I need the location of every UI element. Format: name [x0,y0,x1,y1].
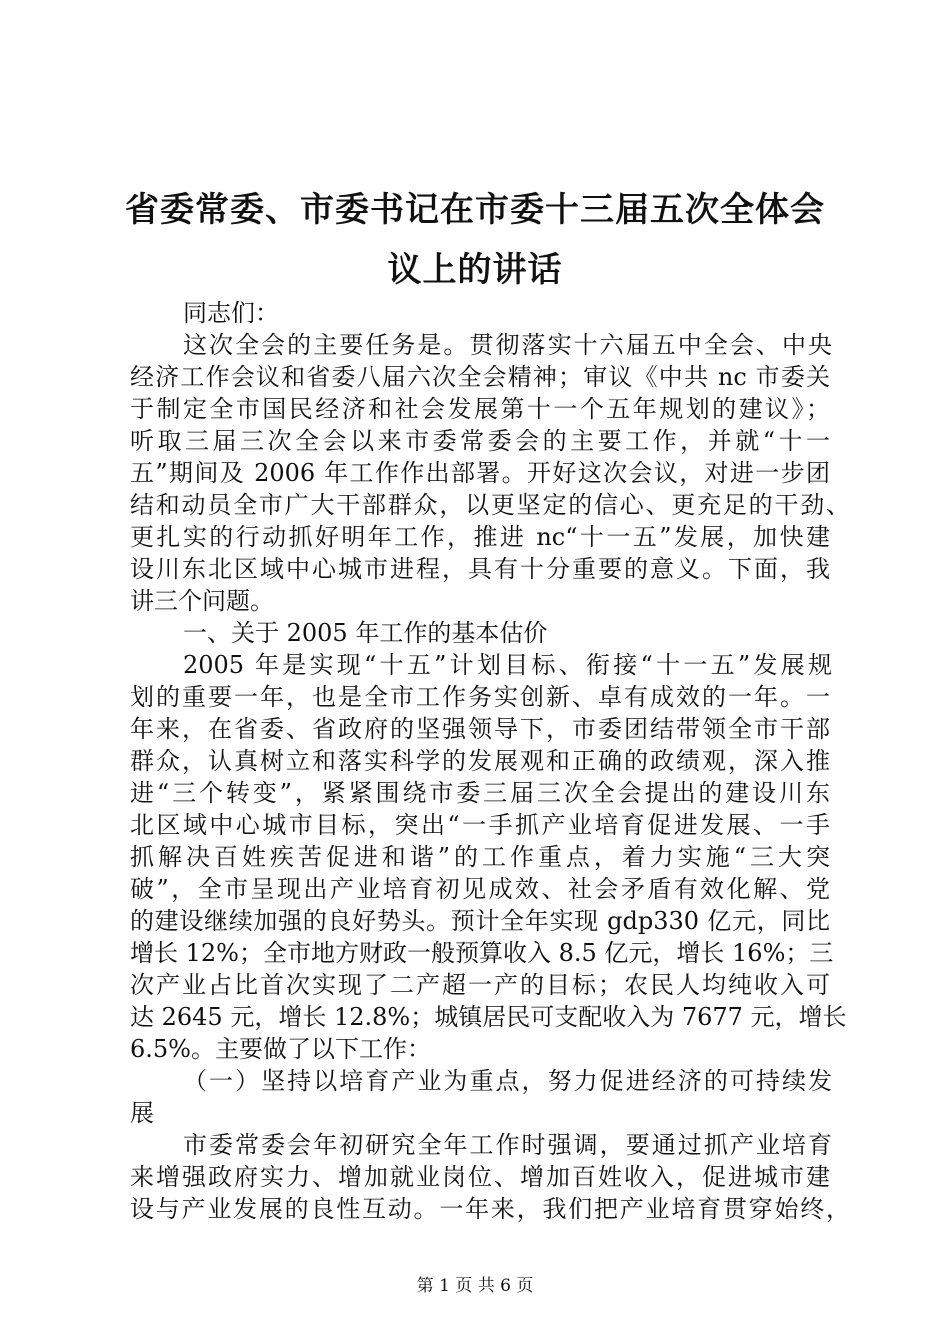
paragraph-line: 的建设继续加强的良好势头。预计全年实现 gdp330 亿元，同比 [130,907,830,935]
paragraph-line: 2005 年是实现“十五”计划目标、衔接“十一五”发展规 [183,651,832,679]
paragraph-line: 经济工作会议和省委八届六次全会精神；审议《中共 nc 市委关 [130,363,830,391]
paragraph-line: 于制定全市国民经济和社会发展第十一个五年规划的建议》； [130,395,830,423]
paragraph-line: 讲三个问题。 [130,587,274,615]
paragraph-line: 划的重要一年，也是全市工作务实创新、卓有成效的一年。一 [130,683,830,711]
paragraph-line: 达 2645 元，增长 12.8%；城镇居民可支配收入为 7677 元，增长 [130,1003,847,1031]
salutation: 同志们： [183,299,279,327]
paragraph-line: 更扎实的行动抓好明年工作，推进 nc“十一五”发展，加快建 [130,523,830,551]
paragraph-line: 破”，全市呈现出产业培育初见成效、社会矛盾有效化解、党 [130,875,830,903]
section-heading: 一、关于 2005 年工作的基本估价 [183,619,548,647]
paragraph-line: 北区域中心城市目标，突出“一手抓产业培育促进发展、一手 [130,811,830,839]
paragraph-line: 进“三个转变”，紧紧围绕市委三届三次全会提出的建设川东 [130,779,830,807]
paragraph-line: 6.5%。主要做了以下工作： [130,1035,431,1063]
document-title-line-1: 省委常委、市委书记在市委十三届五次全体会 [125,190,825,230]
paragraph-line: 五”期间及 2006 年工作作出部署。开好这次会议，对进一步团 [130,459,830,487]
paragraph-line: 年来，在省委、省政府的坚强领导下，市委团结带领全市干部 [130,715,830,743]
document-title-line-2: 议上的讲话 [387,250,563,290]
paragraph-line: 抓解决百姓疾苦促进和谐”的工作重点，着力实施“三大突 [130,843,830,871]
paragraph-line: 群众，认真树立和落实科学的发展观和正确的政绩观，深入推 [130,747,830,775]
paragraph-line: 设川东北区域中心城市进程，具有十分重要的意义。下面，我 [130,555,830,583]
paragraph-line: 次产业占比首次实现了二产超一产的目标；农民人均纯收入可 [130,971,830,999]
paragraph-line: 来增强政府实力、增加就业岗位、增加百姓收入，促进城市建 [130,1163,830,1191]
page-footer: 第 1 页 共 6 页 [416,1276,534,1296]
paragraph-line: 这次全会的主要任务是。贯彻落实十六届五中全会、中央 [183,331,832,359]
subsection-heading: （一）坚持以培育产业为重点，努力促进经济的可持续发 [183,1067,832,1095]
paragraph-line: 听取三届三次全会以来市委常委会的主要工作，并就“十一 [130,427,830,455]
paragraph-line: 增长 12%；全市地方财政一般预算收入 8.5 亿元，增长 16%；三 [130,939,834,967]
paragraph-line: 市委常委会年初研究全年工作时强调，要通过抓产业培育 [183,1131,832,1159]
paragraph-line: 设与产业发展的良性互动。一年来，我们把产业培育贯穿始终， [130,1195,850,1223]
paragraph-line: 结和动员全市广大干部群众，以更坚定的信心、更充足的干劲、 [130,491,850,519]
subsection-heading-continued: 展 [130,1099,154,1127]
